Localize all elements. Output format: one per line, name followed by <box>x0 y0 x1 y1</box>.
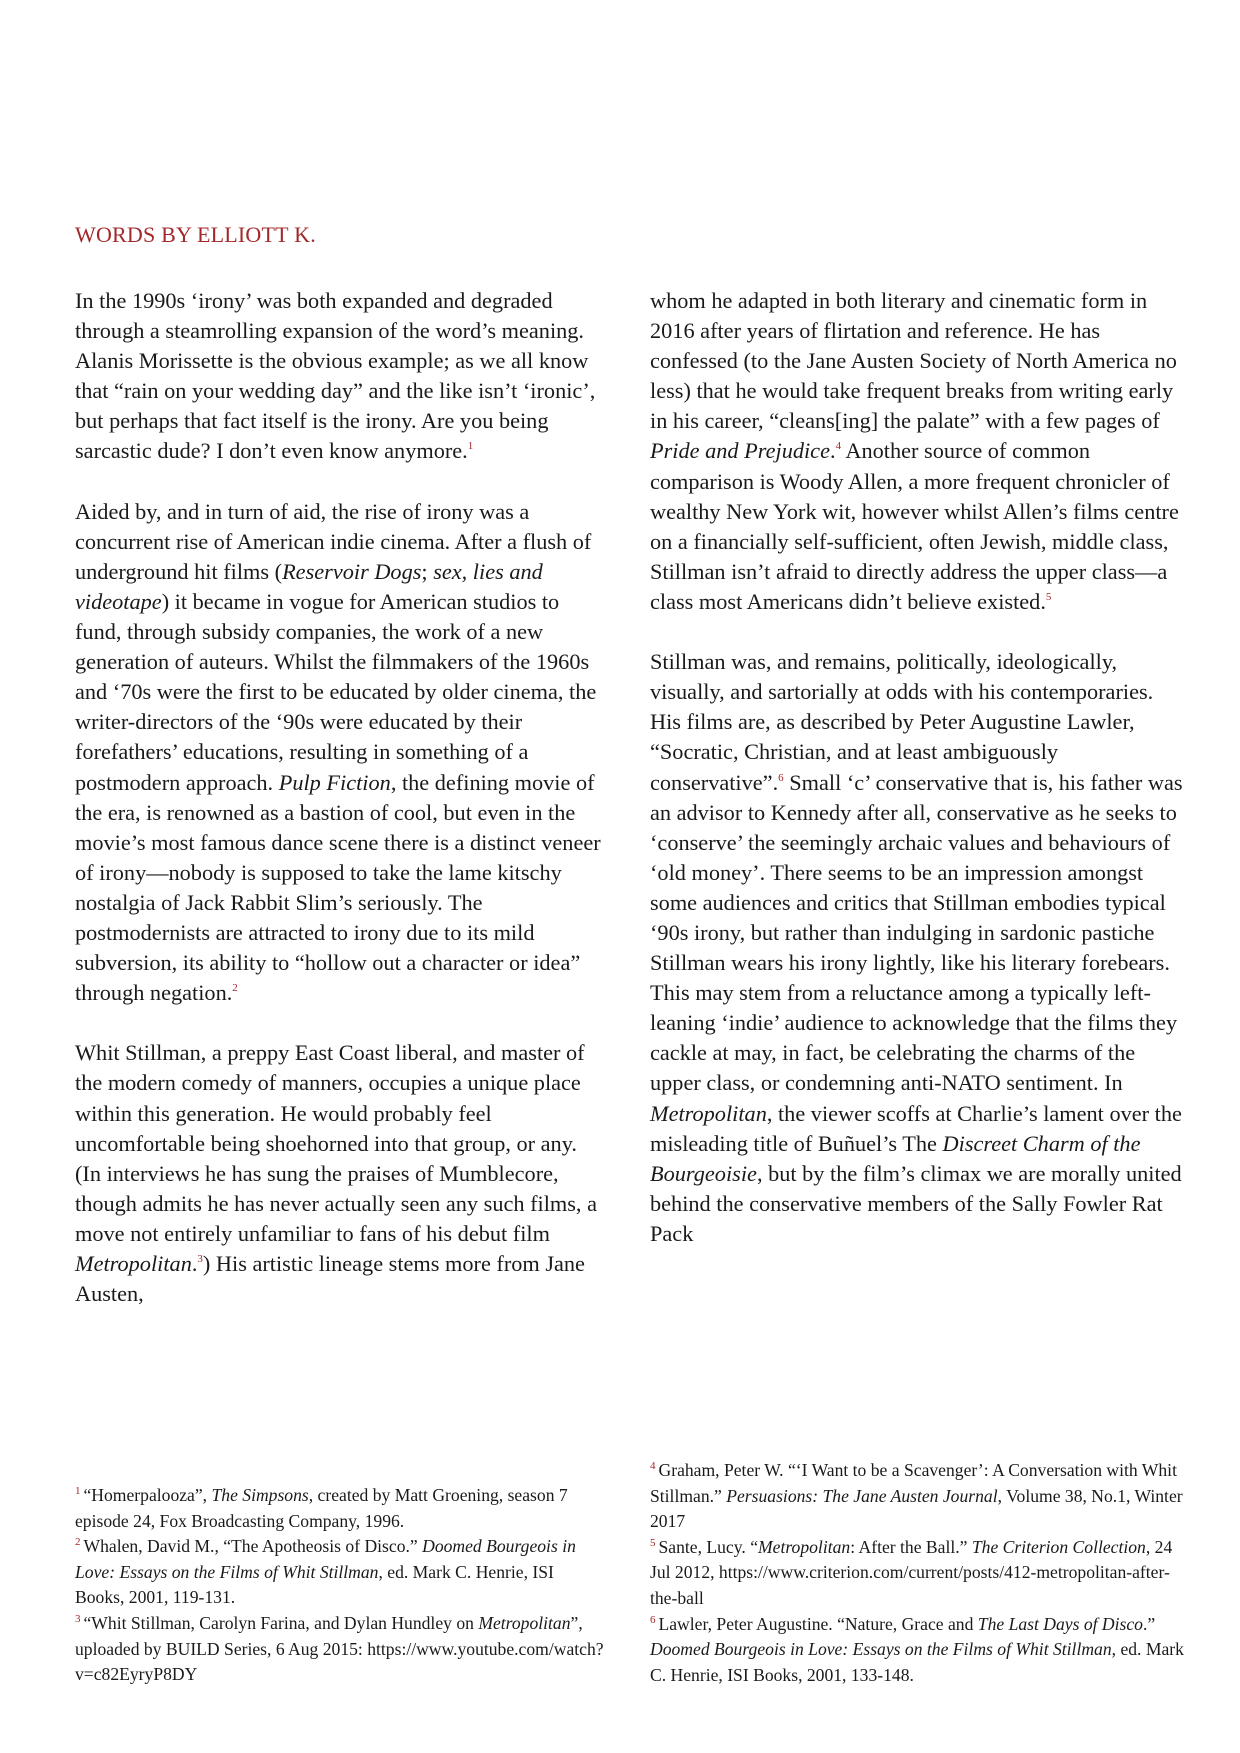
footnote-title: The Criterion Collection <box>971 1536 1146 1557</box>
article-column-left <box>75 286 605 1309</box>
footnote-text: Graham, Peter W. “‘I Want to be a Scavenger’: A Conversation with Whit Stillman.” <box>650 1460 1177 1506</box>
footnote-title: The Last Days of Disco <box>977 1613 1143 1634</box>
footnote <box>650 1458 1190 1535</box>
footnote-text: , Volume 38, No.1, Winter 2017 <box>650 1485 1183 1532</box>
paragraph-text: . <box>191 1251 198 1276</box>
book-title: Pride and Prejudice <box>650 438 830 464</box>
footnote <box>650 1612 1190 1689</box>
footnote-number: 5 <box>650 1536 656 1549</box>
footnote-number: 6 <box>650 1613 656 1626</box>
film-title: Discreet Charm of the Bourgeoisie <box>650 1130 1141 1186</box>
footnote-ref[interactable]: 2 <box>232 982 238 995</box>
footnote-text: , created by Matt Groening, season 7 episode 24, Fox Broadcasting Company, 1996. <box>75 1485 568 1531</box>
film-title: Pulp Fiction <box>278 769 391 795</box>
paragraph-text: Stillman was, and remains, politically, ideologically, visually, and sartorially at odds with his contemporaries. His films are, as described by Peter Augustine Lawler, “Socratic, Christian, and at least ambiguously conservative”. <box>650 649 1154 795</box>
paragraph-text: Aided by, and in turn of aid, the rise of irony was a concurrent rise of American indie cinema. After a flush of underground hit films ( <box>75 498 592 584</box>
paragraph-text: In the 1990s ‘irony’ was both expanded and degraded through a steamrolling expansion of the word’s meaning. Alanis Morissette is the obvious example; as we all know that “rain on your wedding day” and the like isn’t ‘ironic’, but perhaps that fact itself is the irony. Are you being sarcastic dude? I don’t even know anymore. <box>75 288 596 464</box>
paragraph-text: Small ‘c’ conservative that is, his father was an advisor to Kennedy after all, conservative as he seeks to ‘conserve’ the seemingly archaic values and behaviours of ‘old money’. There seems to be an impression amongst some audiences and critics that Stillman embodies typical ‘90s irony, but rather than indulging in sardonic pastiche Stillman wears his irony lightly, like his literary forebears. This may stem from a reluctance among a typically left-leaning ‘indie’ audience to acknowledge that the films they cackle at may, in fact, be celebrating the charms of the upper class, or condemning anti-NATO sentiment. In <box>650 769 1183 1096</box>
paragraph <box>650 286 1185 617</box>
footnote <box>650 1535 1190 1612</box>
film-title: Metropolitan <box>650 1100 767 1126</box>
paragraph-text: ; <box>421 558 434 584</box>
paragraph-text: Another source of common comparison is Woody Allen, a more frequent chronicler of wealthy New York wit, however whilst Allen’s films centre on a financially self-sufficient, often Jewish, middle class, Stillman isn’t afraid to directly address the upper class—a class most Americans didn’t believe existed. <box>650 438 1179 614</box>
paragraph <box>75 286 605 467</box>
footnote-number: 2 <box>75 1536 81 1549</box>
footnote-ref[interactable]: 3 <box>197 1253 203 1265</box>
paragraph <box>75 497 605 1009</box>
footnote-title: Metropolitan <box>478 1612 571 1633</box>
article-column-right <box>650 286 1185 1249</box>
film-title: sex, lies and videotape <box>75 558 543 614</box>
footnote-text: Sante, Lucy. “ <box>658 1536 758 1557</box>
paragraph-text: , the viewer scoffs at Charlie’s lament over the misleading title of Buñuel’s The <box>650 1100 1182 1156</box>
footnote-text: .” <box>1142 1613 1156 1634</box>
footnote-title: Metropolitan <box>758 1536 851 1557</box>
footnote-ref[interactable]: 4 <box>835 440 842 453</box>
footnotes-left <box>75 1483 605 1688</box>
footnote-number: 3 <box>75 1612 81 1625</box>
footnote-text: “Homerpalooza”, <box>83 1485 212 1505</box>
footnotes-right <box>650 1458 1190 1688</box>
footnote-title: Persuasions: The Jane Austen Journal <box>726 1485 998 1506</box>
footnote-text: , ed. Mark C. Henrie, ISI Books, 2001, 133-148. <box>650 1639 1184 1685</box>
byline: WORDS BY ELLIOTT K. <box>75 222 316 247</box>
footnote-title: Doomed Bourgeois in Love: Essays on the Films of Whit Stillman <box>75 1536 576 1582</box>
footnote-title: Doomed Bourgeois in Love: Essays on the Films of Whit Stillman <box>650 1639 1112 1660</box>
paragraph-text: , but by the film’s climax we are morally united behind the conservative members of the Sally Fowler Rat Pack <box>650 1160 1182 1246</box>
paragraph-text: . <box>829 438 836 464</box>
paragraph-text: Whit Stillman, a preppy East Coast liberal, and master of the modern comedy of manners, occupies a unique place within this generation. He would probably feel uncomfortable being shoehorned into that group, or any. (In interviews he has sung the praises of Mumblecore, though admits he has never actually seen any such films, a move not entirely unfamiliar to fans of his debut film <box>75 1040 597 1246</box>
paragraph-text: ) His artistic lineage stems more from Jane Austen, <box>75 1251 585 1307</box>
footnote-number: 4 <box>650 1460 656 1472</box>
footnote <box>75 1483 605 1534</box>
footnote-number: 1 <box>75 1485 81 1497</box>
paragraph-text: , the defining movie of the era, is renowned as a bastion of cool, but even in the movie’s most famous dance scene there is a distinct veneer of irony—nobody is supposed to take the lame kitschy nostalgia of Jack Rabbit Slim’s seriously. The postmodernists are attracted to irony due to its mild subversion, its ability to “hollow out a character or idea” through negation. <box>75 769 601 1006</box>
paragraph <box>75 1038 605 1309</box>
footnote-text: Lawler, Peter Augustine. “Nature, Grace and <box>658 1613 978 1634</box>
footnote-text: “Whit Stillman, Carolyn Farina, and Dylan Hundley on <box>83 1612 479 1633</box>
paragraph-text: ) it became in vogue for American studios to fund, through subsidy companies, the work of a new generation of auteurs. Whilst the filmmakers of the 1960s and ‘70s were the first to be educated by older cinema, the writer-directors of the ‘90s were educated by their forefathers’ educations, resulting in something of a postmodern approach. <box>75 588 597 795</box>
footnote-text: : After the Ball.” <box>850 1536 972 1557</box>
footnote-text: Whalen, David M., “The Apotheosis of Disco.” <box>83 1536 423 1557</box>
footnote-text: , ed. Mark C. Henrie, ISI Books, 2001, 119-131. <box>75 1561 554 1608</box>
footnote <box>75 1611 605 1688</box>
paragraph <box>650 647 1185 1249</box>
footnote-text: , 24 Jul 2012, https://www.criterion.com/current/posts/412-metropolitan-after-the-ball <box>650 1536 1173 1608</box>
footnote-title: The Simpsons <box>211 1485 309 1505</box>
footnote-text: ”, uploaded by BUILD Series, 6 Aug 2015: https://www.youtube.com/watch?v=c82EyryP8DY <box>75 1612 604 1685</box>
footnote-ref[interactable]: 1 <box>467 440 474 453</box>
film-title: Reservoir Dogs <box>282 558 422 584</box>
film-title: Metropolitan <box>75 1251 192 1276</box>
footnote-ref[interactable]: 5 <box>1045 590 1052 603</box>
footnote-ref[interactable]: 6 <box>778 771 784 784</box>
paragraph-text: whom he adapted in both literary and cinematic form in 2016 after years of flirtation and reference. He has confessed (to the Jane Austen Society of North America no less) that he would take frequent breaks from writing early in his career, “cleans[ing] the palate” with a few pages of <box>650 288 1177 434</box>
footnote <box>75 1534 605 1611</box>
